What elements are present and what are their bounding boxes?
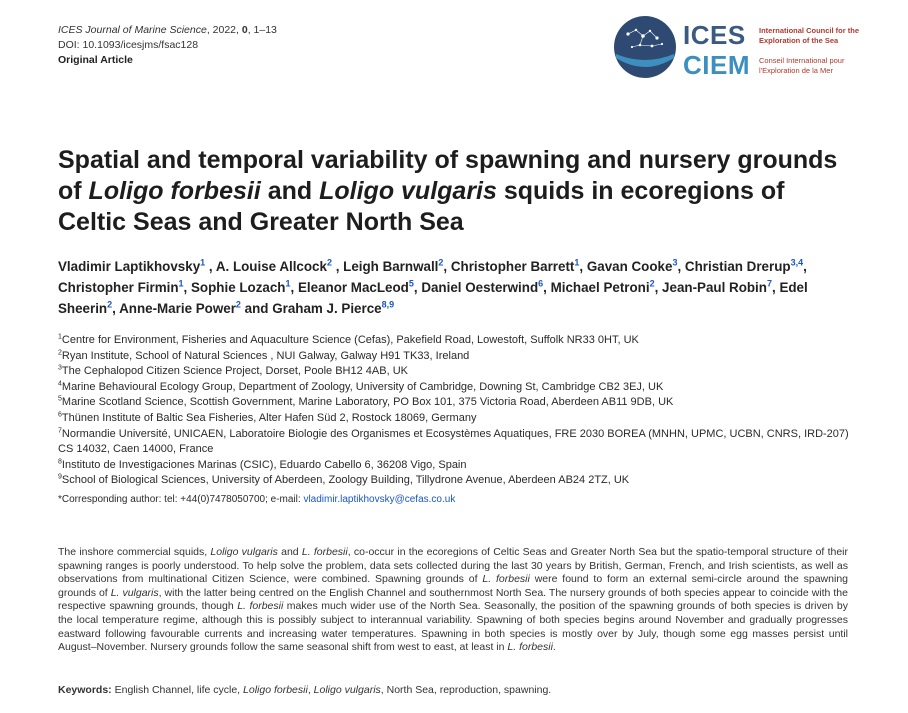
- affiliation-item: [58, 411, 858, 427]
- affiliation-number: 2: [58, 348, 62, 356]
- author-name[interactable]: Leigh Barnwall: [343, 259, 439, 274]
- affiliation-text: Normandie Université, UNICAEN, Laboratoire Biologie des Organismes et Ecosystèmes Aquatiques, FRE 2030 BOREA (MNHN, UPMC, UCBN, CNRS, IRD-207) CS 14032, Caen 14000, France: [58, 427, 849, 456]
- author-name[interactable]: Daniel Oesterwind: [421, 280, 539, 295]
- journal-name: ICES Journal of Marine Science: [58, 24, 207, 36]
- author-separator: ,: [677, 259, 685, 274]
- author-name[interactable]: Christopher Barrett: [450, 259, 575, 274]
- author-name[interactable]: A. Louise Allcock: [215, 259, 327, 274]
- affiliation-text: Centre for Environment, Fisheries and Aquaculture Science (Cefas), Pakefield Road, Lowestoft, Suffolk NR33 0HT, UK: [61, 334, 639, 346]
- author-affiliation-ref[interactable]: 1: [285, 278, 291, 289]
- title-part-2: and: [260, 177, 320, 205]
- affiliation-item: [58, 473, 858, 489]
- author-affiliation-ref[interactable]: 2: [326, 257, 332, 268]
- affiliation-number: 1: [58, 333, 62, 341]
- affiliation-number: 3: [58, 364, 62, 372]
- abstract-species: L. forbesii: [237, 600, 284, 613]
- abstract-text: .: [552, 641, 556, 654]
- corresponding-author: [58, 492, 858, 508]
- author-separator: ,: [579, 259, 587, 274]
- author-name[interactable]: Graham J. Pierce: [272, 301, 382, 316]
- author-affiliation-ref[interactable]: 7: [766, 278, 772, 289]
- author-affiliation-ref[interactable]: 2: [649, 278, 655, 289]
- affiliation-number: 5: [58, 395, 62, 403]
- abstract-species: L. forbesii: [482, 573, 530, 586]
- affiliation-number: 9: [58, 473, 62, 481]
- keyword-species: Loligo vulgaris: [313, 684, 381, 696]
- keyword-text: English Channel, life cycle,: [111, 684, 244, 696]
- author-name[interactable]: Christopher Firmin: [58, 280, 179, 295]
- title-species-1: Loligo forbesii: [88, 177, 261, 205]
- affiliation-list: [58, 333, 858, 489]
- affiliation-item: [58, 427, 858, 458]
- affiliations: [58, 333, 858, 508]
- affiliation-text: School of Biological Sciences, University of Aberdeen, Zoology Building, Tillydrone Avenue, Aberdeen AB24 2TZ, UK: [61, 474, 630, 487]
- logo-name-fr: Conseil International pour l'Exploration de la Mer: [759, 56, 845, 75]
- author-affiliation-ref[interactable]: 6: [538, 278, 544, 289]
- author-affiliation-ref[interactable]: 5: [408, 278, 414, 289]
- abstract-text: The inshore commercial squids,: [58, 546, 211, 558]
- author-name[interactable]: Anne-Marie Power: [119, 301, 236, 316]
- author-affiliation-ref[interactable]: 8,9: [381, 299, 395, 310]
- keyword-text: , North Sea, reproduction, spawning.: [380, 684, 552, 696]
- title-species-2: Loligo vulgaris: [319, 177, 497, 205]
- author-separator: ,: [654, 280, 663, 295]
- abstract-species: L. vulgaris: [110, 586, 159, 599]
- affiliation-number: 7: [58, 426, 62, 434]
- affiliation-item: [58, 349, 858, 365]
- title-part-3: squids in ecoregions of Celtic Seas and Greater North Sea: [58, 177, 785, 236]
- journal-issue: 0: [241, 24, 248, 36]
- author-affiliation-ref[interactable]: 3,4: [790, 257, 804, 268]
- author-affiliation-ref[interactable]: 2: [438, 257, 444, 268]
- affiliation-item: [58, 333, 858, 349]
- abstract-text: makes much wider use of the North Sea. Seasonally, the position of the spawning grounds of both species is driven by the local temperature regime, although this is possibly subject to interannual variability. Spawning of both species begins around November and gradually progresses eastward following favourable currents and increasing water temperatures. Spawning in both species is mostly over by July, though some egg masses persist until August–November. Nursery grounds follow the same seasonal shift from west to east, at least in: [58, 600, 848, 654]
- affiliation-text: Marine Behavioural Ecology Group, Department of Zoology, University of Cambridge, Downing St, Cambridge CB2 3EJ, UK: [61, 380, 664, 393]
- author-name[interactable]: Gavan Cooke: [586, 259, 673, 274]
- author-separator: ,: [413, 280, 422, 295]
- author-name[interactable]: Sophie Lozach: [191, 280, 286, 295]
- author-separator: and: [240, 301, 273, 316]
- logo-acronym-en: ICES: [683, 20, 746, 50]
- author-affiliation-ref[interactable]: 1: [574, 257, 580, 268]
- journal-citation: [58, 23, 277, 38]
- affiliation-number: 8: [58, 458, 62, 466]
- ices-globe-icon: [612, 14, 678, 80]
- author-affiliation-ref[interactable]: 1: [178, 278, 184, 289]
- affiliation-item: [58, 458, 858, 474]
- author-name[interactable]: Michael Petroni: [550, 280, 650, 295]
- author-affiliation-ref[interactable]: 2: [107, 299, 113, 310]
- logo-acronym-fr: CIEM: [683, 50, 750, 80]
- journal-header: [58, 23, 277, 68]
- logo-name-en: International Council for the Exploration of the Sea: [759, 26, 860, 45]
- affiliation-item: [58, 395, 858, 411]
- affiliation-item: [58, 380, 858, 396]
- affiliation-text: Thünen Institute of Baltic Sea Fisheries, Alter Hafen Süd 2, Rostock 18069, Germany: [61, 411, 477, 424]
- author-name[interactable]: Edel Sheerin: [58, 280, 808, 316]
- affiliation-text: Ryan Institute, School of Natural Sciences , NUI Galway, Galway H91 TK33, Ireland: [61, 349, 470, 362]
- author-separator: ,: [205, 259, 216, 274]
- journal-year: , 2022,: [206, 24, 242, 36]
- author-separator: ,: [443, 259, 451, 274]
- article-type: Original Article: [58, 54, 133, 66]
- keyword-species: Loligo forbesii: [243, 684, 308, 696]
- paper-title: [58, 145, 858, 238]
- author-name[interactable]: Vladimir Laptikhovsky: [58, 259, 201, 274]
- abstract-species: L. forbesii: [301, 546, 348, 558]
- affiliation-number: 4: [58, 380, 62, 388]
- author-separator: ,: [112, 301, 120, 316]
- author-separator: ,: [290, 280, 298, 295]
- author-separator: ,: [183, 280, 191, 295]
- author-name[interactable]: Jean-Paul Robin: [662, 280, 767, 295]
- doi[interactable]: DOI: 10.1093/icesjms/fsac128: [58, 39, 199, 51]
- ices-logo[interactable]: [612, 14, 882, 82]
- author-affiliation-ref[interactable]: 2: [235, 299, 241, 310]
- author-name[interactable]: Christian Drerup: [684, 259, 791, 274]
- journal-pages: , 1–13: [247, 24, 277, 36]
- affiliation-number: 6: [58, 411, 62, 419]
- keywords-label: Keywords:: [58, 684, 112, 696]
- author-separator: ,: [331, 259, 344, 274]
- author-affiliation-ref[interactable]: 1: [200, 257, 206, 268]
- abstract-text: and: [277, 546, 302, 558]
- affiliation-text: Instituto de Investigaciones Marinas (CSIC), Eduardo Cabello 6, 36208 Vigo, Spain: [61, 458, 467, 471]
- affiliation-item: [58, 364, 858, 380]
- author-affiliation-ref[interactable]: 3: [672, 257, 678, 268]
- abstract-text: , with the latter being centred on the English Channel and southernmost North Sea. The nursery grounds of both species appear to coincide with the respective spawning grounds, though: [58, 586, 848, 613]
- affiliation-text: The Cephalopod Citizen Science Project, Dorset, Poole BH12 4AB, UK: [61, 365, 408, 378]
- author-separator: ,: [771, 280, 780, 295]
- abstract-text: , co-occur in the ecoregions of Celtic Seas and Greater North Sea but the spatio-temporal structure of their spawning ranges is poorly understood. To help solve the problem, data sets collected during the last 30 years by British, German, French, and Irish scientists, as well as observations from multinational Citizen Science, were combined. Spawning grounds of: [58, 546, 849, 586]
- affiliation-text: Marine Scotland Science, Scottish Government, Marine Laboratory, PO Box 101, 375 Victoria Road, Aberdeen AB11 9DB, UK: [61, 396, 674, 409]
- abstract-text: were found to form an external semi-circle around the spawning grounds of: [58, 573, 848, 599]
- abstract-species: L. forbesii: [507, 641, 553, 654]
- corresponding-label: *Corresponding author: tel: +44(0)7478050700; e-mail:: [58, 493, 304, 505]
- author-separator: ,: [543, 280, 551, 295]
- abstract: [58, 546, 848, 655]
- author-name[interactable]: Eleanor MacLeod: [297, 280, 409, 295]
- abstract-species: Loligo vulgaris: [210, 546, 278, 558]
- keyword-text: ,: [307, 684, 314, 696]
- author-separator: ,: [803, 259, 807, 274]
- corresponding-email-link[interactable]: vladimir.laptikhovsky@cefas.co.uk: [303, 493, 456, 505]
- author-list: [58, 256, 858, 319]
- title-part-1: Spatial and temporal variability of spawning and nursery grounds of: [58, 146, 838, 205]
- keywords: [58, 684, 848, 696]
